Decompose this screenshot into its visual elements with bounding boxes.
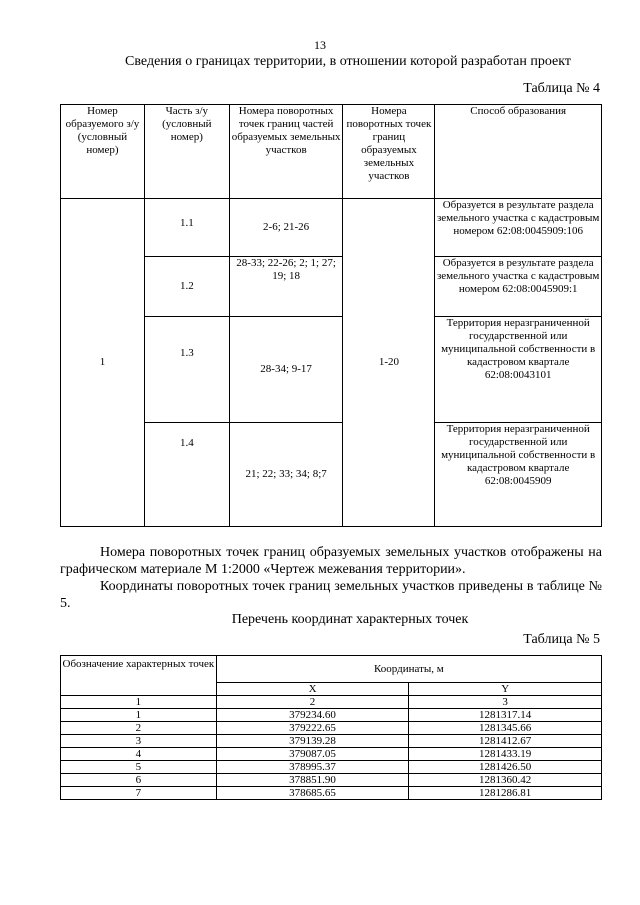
method-cell: Территория неразграниченной государственной или муниципальной собственности в кадастровом квартале 62:08:0045909 [435,423,602,527]
table-row [61,774,602,787]
column-number: 3 [409,696,602,709]
header-method: Способ образования [435,105,602,199]
x-cell: 379139.28 [216,735,409,748]
paragraph-coordinates-reference: Координаты поворотных точек границ земельных участков приведены в таблице № 5. [60,579,602,611]
table-row [61,761,602,774]
header-plot-number: Номер образуемого з/у (условный номер) [61,105,145,199]
part-cell: 1.4 [144,423,229,527]
column-number: 2 [216,696,409,709]
column-number: 1 [61,696,217,709]
part-points-cell: 28-34; 9-17 [229,317,343,423]
table-header-row [61,656,602,683]
coordinates-table [60,655,602,800]
part-points-cell: 28-33; 22-26; 2; 1; 27; 19; 18 [229,257,343,317]
plots-table [60,104,602,527]
table-row [61,199,602,257]
part-cell: 1.1 [144,199,229,257]
paragraph-points-reference: Номера поворотных точек границ образуемых земельных участков отображены на графическом материале М 1:2000 «Чертеж межевания территории». [60,545,602,577]
x-cell: 378995.37 [216,761,409,774]
header-part: Часть з/у (условный номер) [144,105,229,199]
table-header-row [61,105,602,199]
plot-points-cell: 1-20 [343,199,435,527]
page-number: 13 [314,38,326,52]
point-cell: 6 [61,774,217,787]
point-cell: 1 [61,709,217,722]
method-cell: Территория неразграниченной государственной или муниципальной собственности в кадастровом квартале 62:08:0043101 [435,317,602,423]
part-cell: 1.2 [144,257,229,317]
table-row [61,748,602,761]
table-row [61,709,602,722]
x-cell: 378685.65 [216,787,409,800]
header-x: X [216,683,409,696]
y-cell: 1281286.81 [409,787,602,800]
section-title: Сведения о границах территории, в отношении которой разработан проект [125,54,571,69]
y-cell: 1281317.14 [409,709,602,722]
point-cell: 7 [61,787,217,800]
table-row [61,735,602,748]
column-number-row [61,696,602,709]
y-cell: 1281426.50 [409,761,602,774]
x-cell: 379234.60 [216,709,409,722]
table-row [61,722,602,735]
header-plot-points: Номера поворотных точек границ образуемых земельных участков [343,105,435,199]
header-coordinates: Координаты, м [216,656,601,683]
table-row [61,787,602,800]
part-points-cell: 21; 22; 33; 34; 8;7 [229,423,343,527]
header-y: Y [409,683,602,696]
x-cell: 379222.65 [216,722,409,735]
point-cell: 5 [61,761,217,774]
y-cell: 1281412.67 [409,735,602,748]
header-point: Обозначение характерных точек [61,656,217,696]
table5-title: Перечень координат характерных точек [231,612,469,627]
table4-caption: Таблица № 4 [523,81,600,96]
x-cell: 379087.05 [216,748,409,761]
part-cell: 1.3 [144,317,229,423]
part-points-cell: 2-6; 21-26 [229,199,343,257]
y-cell: 1281433.19 [409,748,602,761]
point-cell: 4 [61,748,217,761]
method-cell: Образуется в результате раздела земельного участка с кадастровым номером 62:08:0045909:106 [435,199,602,257]
x-cell: 378851.90 [216,774,409,787]
y-cell: 1281345.66 [409,722,602,735]
y-cell: 1281360.42 [409,774,602,787]
point-cell: 3 [61,735,217,748]
plot-number-cell: 1 [61,199,145,527]
header-part-points: Номера поворотных точек границ частей образуемых земельных участков [229,105,343,199]
table5-caption: Таблица № 5 [523,632,600,647]
method-cell: Образуется в результате раздела земельного участка с кадастровым номером 62:08:0045909:1 [435,257,602,317]
point-cell: 2 [61,722,217,735]
